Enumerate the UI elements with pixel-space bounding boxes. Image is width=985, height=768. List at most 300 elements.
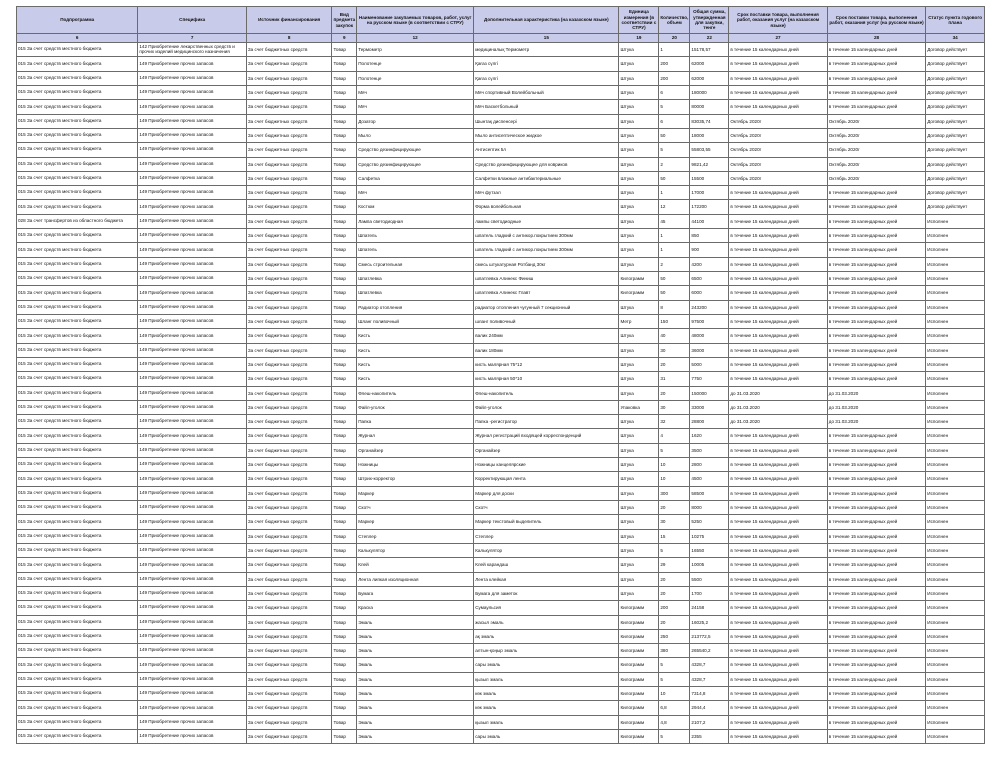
extra-description-cell[interactable]: Шынтақ диспенсері [474, 114, 619, 128]
item-name-cell[interactable]: Степлер [357, 529, 474, 543]
delivery-term-kz-cell[interactable]: в течение 15 календарных дней [729, 200, 827, 214]
unit-cell[interactable]: Килограмм [619, 272, 659, 286]
unit-cell[interactable]: Штука [619, 486, 659, 500]
unit-cell[interactable]: Штука [619, 372, 659, 386]
funding-source-cell[interactable]: За счет бюджетных средств [246, 443, 332, 457]
amount-cell[interactable]: 28800 [690, 415, 729, 429]
specifics-cell[interactable]: 149 Приобретение прочих запасов [138, 601, 247, 615]
amount-cell[interactable]: 62000 [690, 57, 729, 71]
funding-source-cell[interactable]: За счет бюджетных средств [246, 128, 332, 142]
status-cell[interactable]: Исполнен [926, 272, 985, 286]
quantity-cell[interactable]: 10 [659, 472, 690, 486]
specifics-cell[interactable]: 149 Приобретение прочих запасов [138, 243, 247, 257]
extra-description-cell[interactable]: Корректирующая лента [474, 472, 619, 486]
specifics-cell[interactable]: 149 Приобретение прочих запасов [138, 85, 247, 99]
status-cell[interactable]: Исполнен [926, 472, 985, 486]
procurement-type-cell[interactable]: Товар [332, 300, 357, 314]
amount-cell[interactable]: 900 [690, 243, 729, 257]
funding-source-cell[interactable]: За счет бюджетных средств [246, 314, 332, 328]
subprogram-cell[interactable]: 015 За счет средств местного бюджета [17, 486, 138, 500]
unit-cell[interactable]: Килограмм [619, 687, 659, 701]
specifics-cell[interactable]: 149 Приобретение прочих запасов [138, 558, 247, 572]
delivery-term-kz-cell[interactable]: Октябрь 2020г [729, 171, 827, 185]
unit-cell[interactable]: Килограмм [619, 730, 659, 744]
delivery-term-ru-cell[interactable]: в течение 15 календарных дней [827, 701, 925, 715]
extra-description-cell[interactable]: Мяч Баскетбольный [474, 100, 619, 114]
specifics-cell[interactable]: 149 Приобретение прочих запасов [138, 71, 247, 85]
delivery-term-ru-cell[interactable]: Октябрь 2020г [827, 128, 925, 142]
delivery-term-ru-cell[interactable]: в течение 15 календарных дней [827, 458, 925, 472]
unit-cell[interactable]: Штука [619, 572, 659, 586]
extra-description-cell[interactable]: Бумага для заметок [474, 586, 619, 600]
extra-description-cell[interactable]: шпатлевка Алинекс Финиш [474, 272, 619, 286]
unit-cell[interactable]: Штука [619, 243, 659, 257]
extra-description-cell[interactable]: Мяч футзал [474, 186, 619, 200]
procurement-type-cell[interactable]: Товар [332, 415, 357, 429]
amount-cell[interactable]: 2944,4 [690, 701, 729, 715]
status-cell[interactable]: Исполнен [926, 629, 985, 643]
funding-source-cell[interactable]: За счет бюджетных средств [246, 43, 332, 57]
delivery-term-kz-cell[interactable]: в течение 15 календарных дней [729, 701, 827, 715]
delivery-term-ru-cell[interactable]: в течение 15 календарных дней [827, 572, 925, 586]
delivery-term-ru-cell[interactable]: в течение 15 календарных дней [827, 329, 925, 343]
delivery-term-ru-cell[interactable]: в течение 15 календарных дней [827, 529, 925, 543]
item-name-cell[interactable]: Калькулятор [357, 543, 474, 557]
specifics-cell[interactable]: 149 Приобретение прочих запасов [138, 529, 247, 543]
procurement-type-cell[interactable]: Товар [332, 171, 357, 185]
unit-cell[interactable]: Килограмм [619, 644, 659, 658]
unit-cell[interactable]: Штука [619, 558, 659, 572]
funding-source-cell[interactable]: За счет бюджетных средств [246, 143, 332, 157]
subprogram-cell[interactable]: 015 За счет средств местного бюджета [17, 100, 138, 114]
unit-cell[interactable]: Штука [619, 229, 659, 243]
unit-cell[interactable]: Килограмм [619, 615, 659, 629]
procurement-type-cell[interactable]: Товар [332, 286, 357, 300]
funding-source-cell[interactable]: За счет бюджетных средств [246, 415, 332, 429]
status-cell[interactable]: Исполнен [926, 314, 985, 328]
delivery-term-ru-cell[interactable]: в течение 15 календарных дней [827, 272, 925, 286]
header-quantity[interactable]: Количество, объем [659, 7, 690, 34]
delivery-term-ru-cell[interactable]: в течение 15 календарных дней [827, 543, 925, 557]
funding-source-cell[interactable]: За счет бюджетных средств [246, 300, 332, 314]
delivery-term-kz-cell[interactable]: в течение 15 календарных дней [729, 615, 827, 629]
delivery-term-ru-cell[interactable]: в течение 15 календарных дней [827, 558, 925, 572]
delivery-term-ru-cell[interactable]: в течение 15 календарных дней [827, 629, 925, 643]
funding-source-cell[interactable]: За счет бюджетных средств [246, 186, 332, 200]
status-cell[interactable]: Исполнен [926, 615, 985, 629]
extra-description-cell[interactable]: Маркер для доски [474, 486, 619, 500]
quantity-cell[interactable]: 4,8 [659, 715, 690, 729]
specifics-cell[interactable]: 149 Приобретение прочих запасов [138, 472, 247, 486]
quantity-cell[interactable]: 2 [659, 157, 690, 171]
quantity-cell[interactable]: 10 [659, 458, 690, 472]
extra-description-cell[interactable]: Папка -регистратор [474, 415, 619, 429]
funding-source-cell[interactable]: За счет бюджетных средств [246, 529, 332, 543]
header-specifics[interactable]: Специфика [138, 7, 247, 34]
subprogram-cell[interactable]: 015 За счет средств местного бюджета [17, 715, 138, 729]
specifics-cell[interactable]: 149 Приобретение прочих запасов [138, 730, 247, 744]
funding-source-cell[interactable]: За счет бюджетных средств [246, 501, 332, 515]
status-cell[interactable]: Исполнен [926, 558, 985, 572]
subprogram-cell[interactable]: 015 За счет средств местного бюджета [17, 415, 138, 429]
item-name-cell[interactable]: Файл-уголок [357, 400, 474, 414]
amount-cell[interactable]: 4500 [690, 472, 729, 486]
unit-cell[interactable]: Штука [619, 71, 659, 85]
delivery-term-ru-cell[interactable]: в течение 15 календарных дней [827, 314, 925, 328]
specifics-cell[interactable]: 149 Приобретение прочих запасов [138, 272, 247, 286]
funding-source-cell[interactable]: За счет бюджетных средств [246, 715, 332, 729]
extra-description-cell[interactable]: Лента клейкая [474, 572, 619, 586]
quantity-cell[interactable]: 4 [659, 429, 690, 443]
specifics-cell[interactable]: 149 Приобретение прочих запасов [138, 572, 247, 586]
quantity-cell[interactable]: 5 [659, 658, 690, 672]
delivery-term-ru-cell[interactable]: в течение 15 календарных дней [827, 43, 925, 57]
status-cell[interactable]: Исполнен [926, 601, 985, 615]
delivery-term-kz-cell[interactable]: Октябрь 2020г [729, 114, 827, 128]
amount-cell[interactable]: 150000 [690, 386, 729, 400]
amount-cell[interactable]: 7750 [690, 372, 729, 386]
unit-cell[interactable]: Штука [619, 257, 659, 271]
item-name-cell[interactable]: Термометр [357, 43, 474, 57]
status-cell[interactable]: Исполнен [926, 300, 985, 314]
amount-cell[interactable]: 15500 [690, 171, 729, 185]
delivery-term-ru-cell[interactable]: в течение 15 календарных дней [827, 486, 925, 500]
header-unit[interactable]: Единица измерения (в соответствии с СТРУ) [619, 7, 659, 34]
amount-cell[interactable]: 16550 [690, 543, 729, 557]
item-name-cell[interactable]: Мыло [357, 128, 474, 142]
delivery-term-kz-cell[interactable]: в течение 15 календарных дней [729, 458, 827, 472]
specifics-cell[interactable]: 149 Приобретение прочих запасов [138, 458, 247, 472]
delivery-term-kz-cell[interactable]: в течение 15 календарных дней [729, 85, 827, 99]
status-cell[interactable]: Исполнен [926, 586, 985, 600]
delivery-term-ru-cell[interactable]: в течение 15 календарных дней [827, 515, 925, 529]
status-cell[interactable]: Договор действует [926, 71, 985, 85]
item-name-cell[interactable]: Скотч [357, 501, 474, 515]
procurement-type-cell[interactable]: Товар [332, 586, 357, 600]
amount-cell[interactable]: 6500 [690, 272, 729, 286]
procurement-type-cell[interactable]: Товар [332, 572, 357, 586]
amount-cell[interactable]: 44100 [690, 214, 729, 228]
delivery-term-ru-cell[interactable]: в течение 15 календарных дней [827, 286, 925, 300]
amount-cell[interactable]: 5500 [690, 572, 729, 586]
procurement-type-cell[interactable]: Товар [332, 57, 357, 71]
item-name-cell[interactable]: Смесь строительная [357, 257, 474, 271]
specifics-cell[interactable]: 149 Приобретение прочих запасов [138, 615, 247, 629]
extra-description-cell[interactable]: Скотч [474, 501, 619, 515]
funding-source-cell[interactable]: За счет бюджетных средств [246, 171, 332, 185]
delivery-term-ru-cell[interactable]: до 31.03.2020 [827, 415, 925, 429]
amount-cell[interactable]: 4200 [690, 257, 729, 271]
funding-source-cell[interactable]: За счет бюджетных средств [246, 372, 332, 386]
unit-cell[interactable]: Штука [619, 300, 659, 314]
delivery-term-kz-cell[interactable]: в течение 15 календарных дней [729, 472, 827, 486]
extra-description-cell[interactable]: лампы светодиодные [474, 214, 619, 228]
specifics-cell[interactable]: 149 Приобретение прочих запасов [138, 157, 247, 171]
delivery-term-kz-cell[interactable]: в течение 15 календарных дней [729, 629, 827, 643]
amount-cell[interactable]: 24158 [690, 601, 729, 615]
delivery-term-ru-cell[interactable]: в течение 15 календарных дней [827, 186, 925, 200]
amount-cell[interactable]: 10005 [690, 558, 729, 572]
quantity-cell[interactable]: 1 [659, 186, 690, 200]
funding-source-cell[interactable]: За счет бюджетных средств [246, 458, 332, 472]
status-cell[interactable]: Исполнен [926, 572, 985, 586]
subprogram-cell[interactable]: 015 За счет средств местного бюджета [17, 114, 138, 128]
delivery-term-ru-cell[interactable]: в течение 15 календарных дней [827, 443, 925, 457]
extra-description-cell[interactable]: Маркер текстовый выделитель [474, 515, 619, 529]
quantity-cell[interactable]: 2 [659, 257, 690, 271]
procurement-type-cell[interactable]: Товар [332, 200, 357, 214]
subprogram-cell[interactable]: 015 За счет средств местного бюджета [17, 586, 138, 600]
unit-cell[interactable]: Штука [619, 443, 659, 457]
specifics-cell[interactable]: 149 Приобретение прочих запасов [138, 128, 247, 142]
status-cell[interactable]: Исполнен [926, 543, 985, 557]
amount-cell[interactable]: 5000 [690, 357, 729, 371]
procurement-type-cell[interactable]: Товар [332, 515, 357, 529]
amount-cell[interactable]: 18000 [690, 128, 729, 142]
item-name-cell[interactable]: Эмаль [357, 687, 474, 701]
procurement-type-cell[interactable]: Товар [332, 443, 357, 457]
item-name-cell[interactable]: Клей [357, 558, 474, 572]
amount-cell[interactable]: 33000 [690, 400, 729, 414]
specifics-cell[interactable]: 149 Приобретение прочих запасов [138, 415, 247, 429]
funding-source-cell[interactable]: За счет бюджетных средств [246, 357, 332, 371]
specifics-cell[interactable]: 149 Приобретение прочих запасов [138, 229, 247, 243]
unit-cell[interactable]: Штука [619, 543, 659, 557]
extra-description-cell[interactable]: Форма волейбольная [474, 200, 619, 214]
unit-cell[interactable]: Штука [619, 128, 659, 142]
quantity-cell[interactable]: 150 [659, 314, 690, 328]
delivery-term-kz-cell[interactable]: в течение 15 календарных дней [729, 687, 827, 701]
unit-cell[interactable]: Штука [619, 415, 659, 429]
amount-cell[interactable]: 2355 [690, 730, 729, 744]
amount-cell[interactable]: 17000 [690, 186, 729, 200]
item-name-cell[interactable]: Журнал [357, 429, 474, 443]
delivery-term-kz-cell[interactable]: в течение 15 календарных дней [729, 43, 827, 57]
subprogram-cell[interactable]: 015 За счет средств местного бюджета [17, 558, 138, 572]
status-cell[interactable]: Исполнен [926, 486, 985, 500]
delivery-term-kz-cell[interactable]: в течение 15 календарных дней [729, 286, 827, 300]
subprogram-cell[interactable]: 015 За счет средств местного бюджета [17, 644, 138, 658]
funding-source-cell[interactable]: За счет бюджетных средств [246, 257, 332, 271]
quantity-cell[interactable]: 40 [659, 329, 690, 343]
specifics-cell[interactable]: 149 Приобретение прочих запасов [138, 658, 247, 672]
specifics-cell[interactable]: 149 Приобретение прочих запасов [138, 400, 247, 414]
item-name-cell[interactable]: Кисть [357, 357, 474, 371]
status-cell[interactable]: Исполнен [926, 386, 985, 400]
funding-source-cell[interactable]: За счет бюджетных средств [246, 286, 332, 300]
item-name-cell[interactable]: Шпатель [357, 243, 474, 257]
specifics-cell[interactable]: 149 Приобретение прочих запасов [138, 329, 247, 343]
delivery-term-ru-cell[interactable]: в течение 15 календарных дней [827, 429, 925, 443]
procurement-type-cell[interactable]: Товар [332, 343, 357, 357]
funding-source-cell[interactable]: За счет бюджетных средств [246, 486, 332, 500]
item-name-cell[interactable]: Эмаль [357, 715, 474, 729]
quantity-cell[interactable]: 250 [659, 629, 690, 643]
status-cell[interactable]: Договор действует [926, 43, 985, 57]
funding-source-cell[interactable]: За счет бюджетных средств [246, 57, 332, 71]
unit-cell[interactable]: Килограмм [619, 672, 659, 686]
funding-source-cell[interactable]: За счет бюджетных средств [246, 71, 332, 85]
status-cell[interactable]: Исполнен [926, 672, 985, 686]
status-cell[interactable]: Договор действует [926, 143, 985, 157]
funding-source-cell[interactable]: За счет бюджетных средств [246, 586, 332, 600]
funding-source-cell[interactable]: За счет бюджетных средств [246, 100, 332, 114]
amount-cell[interactable]: 48000 [690, 329, 729, 343]
status-cell[interactable]: Договор действует [926, 114, 985, 128]
procurement-type-cell[interactable]: Товар [332, 543, 357, 557]
amount-cell[interactable]: 62000 [690, 71, 729, 85]
funding-source-cell[interactable]: За счет бюджетных средств [246, 157, 332, 171]
delivery-term-kz-cell[interactable]: до 31.03.2020 [729, 415, 827, 429]
item-name-cell[interactable]: Бумага [357, 586, 474, 600]
funding-source-cell[interactable]: За счет бюджетных средств [246, 429, 332, 443]
specifics-cell[interactable]: 149 Приобретение прочих запасов [138, 543, 247, 557]
item-name-cell[interactable]: Мяч [357, 100, 474, 114]
subprogram-cell[interactable]: 015 За счет средств местного бюджета [17, 615, 138, 629]
extra-description-cell[interactable]: Файл-уголок [474, 400, 619, 414]
quantity-cell[interactable]: 380 [659, 644, 690, 658]
quantity-cell[interactable]: 6,8 [659, 701, 690, 715]
delivery-term-kz-cell[interactable]: в течение 15 календарных дней [729, 186, 827, 200]
amount-cell[interactable]: 10275 [690, 529, 729, 543]
unit-cell[interactable]: Упаковка [619, 400, 659, 414]
specifics-cell[interactable]: 149 Приобретение прочих запасов [138, 386, 247, 400]
amount-cell[interactable]: 1620 [690, 429, 729, 443]
delivery-term-ru-cell[interactable]: в течение 15 календарных дней [827, 644, 925, 658]
delivery-term-ru-cell[interactable]: в течение 15 календарных дней [827, 372, 925, 386]
quantity-cell[interactable]: 30 [659, 400, 690, 414]
item-name-cell[interactable]: Шланг поливочный [357, 314, 474, 328]
delivery-term-kz-cell[interactable]: в течение 15 календарных дней [729, 243, 827, 257]
item-name-cell[interactable]: Лампа светодиодная [357, 214, 474, 228]
delivery-term-ru-cell[interactable]: в течение 15 календарных дней [827, 85, 925, 99]
amount-cell[interactable]: 243200 [690, 300, 729, 314]
amount-cell[interactable]: 172200 [690, 200, 729, 214]
procurement-type-cell[interactable]: Товар [332, 229, 357, 243]
quantity-cell[interactable]: 31 [659, 372, 690, 386]
subprogram-cell[interactable]: 015 За счет средств местного бюджета [17, 128, 138, 142]
header-funding-source[interactable]: Источник финансирования [246, 7, 332, 34]
item-name-cell[interactable]: Краска [357, 601, 474, 615]
specifics-cell[interactable]: 149 Приобретение прочих запасов [138, 644, 247, 658]
amount-cell[interactable]: 4328,7 [690, 658, 729, 672]
amount-cell[interactable]: 15178,57 [690, 43, 729, 57]
subprogram-cell[interactable]: 015 За счет средств местного бюджета [17, 314, 138, 328]
subprogram-cell[interactable]: 015 За счет средств местного бюджета [17, 429, 138, 443]
funding-source-cell[interactable]: За счет бюджетных средств [246, 214, 332, 228]
header-total-amount[interactable]: Общая сумма, утвержденная для закупки, тенге [690, 7, 729, 34]
specifics-cell[interactable]: 149 Приобретение прочих запасов [138, 300, 247, 314]
status-cell[interactable]: Исполнен [926, 644, 985, 658]
subprogram-cell[interactable]: 015 За счет средств местного бюджета [17, 658, 138, 672]
specifics-cell[interactable]: 149 Приобретение прочих запасов [138, 286, 247, 300]
procurement-type-cell[interactable]: Товар [332, 529, 357, 543]
extra-description-cell[interactable]: сары эмаль [474, 730, 619, 744]
amount-cell[interactable]: 180000 [690, 85, 729, 99]
specifics-cell[interactable]: 149 Приобретение прочих запасов [138, 715, 247, 729]
unit-cell[interactable]: Килограмм [619, 658, 659, 672]
item-name-cell[interactable]: Шпатлевка [357, 272, 474, 286]
extra-description-cell[interactable]: шпатель гладкий с антикор.покрытием 300мм [474, 243, 619, 257]
subprogram-cell[interactable]: 015 За счет средств местного бюджета [17, 400, 138, 414]
subprogram-cell[interactable]: 015 За счет средств местного бюджета [17, 443, 138, 457]
unit-cell[interactable]: Штука [619, 214, 659, 228]
quantity-cell[interactable]: 20 [659, 501, 690, 515]
extra-description-cell[interactable]: валик 240мм [474, 329, 619, 343]
quantity-cell[interactable]: 6 [659, 114, 690, 128]
funding-source-cell[interactable]: За счет бюджетных средств [246, 658, 332, 672]
extra-description-cell[interactable]: қызыл эмаль [474, 672, 619, 686]
unit-cell[interactable]: Штука [619, 143, 659, 157]
amount-cell[interactable]: 1700 [690, 586, 729, 600]
subprogram-cell[interactable]: 015 За счет средств местного бюджета [17, 687, 138, 701]
amount-cell[interactable]: 55803,55 [690, 143, 729, 157]
subprogram-cell[interactable]: 015 За счет средств местного бюджета [17, 543, 138, 557]
unit-cell[interactable]: Килограмм [619, 701, 659, 715]
quantity-cell[interactable]: 5 [659, 143, 690, 157]
quantity-cell[interactable]: 5 [659, 730, 690, 744]
procurement-type-cell[interactable]: Товар [332, 601, 357, 615]
quantity-cell[interactable]: 1 [659, 229, 690, 243]
quantity-cell[interactable]: 30 [659, 515, 690, 529]
unit-cell[interactable]: Штука [619, 43, 659, 57]
specifics-cell[interactable]: 149 Приобретение прочих запасов [138, 629, 247, 643]
amount-cell[interactable]: 36000 [690, 343, 729, 357]
status-cell[interactable]: Договор действует [926, 57, 985, 71]
subprogram-cell[interactable]: 015 За счет средств местного бюджета [17, 629, 138, 643]
header-item-name-ru[interactable]: Наименование закупаемых товаров, работ, услуг на русском языке (в соответствии с СТРУ) [357, 7, 474, 34]
delivery-term-kz-cell[interactable]: в течение 15 календарных дней [729, 372, 827, 386]
extra-description-cell[interactable]: шпатель гладкий с антикор.покрытием 300мм [474, 229, 619, 243]
funding-source-cell[interactable]: За счет бюджетных средств [246, 85, 332, 99]
quantity-cell[interactable]: 50 [659, 272, 690, 286]
item-name-cell[interactable]: Салфетка [357, 171, 474, 185]
amount-cell[interactable]: 850 [690, 229, 729, 243]
quantity-cell[interactable]: 20 [659, 386, 690, 400]
extra-description-cell[interactable]: Журнал регистраций входящей корреспонденций [474, 429, 619, 443]
delivery-term-ru-cell[interactable]: в течение 15 календарных дней [827, 501, 925, 515]
status-cell[interactable]: Договор действует [926, 157, 985, 171]
amount-cell[interactable]: 97500 [690, 314, 729, 328]
subprogram-cell[interactable]: 015 За счет средств местного бюджета [17, 601, 138, 615]
extra-description-cell[interactable]: Средство дезинфицирующее для ковриков [474, 157, 619, 171]
unit-cell[interactable]: Штука [619, 100, 659, 114]
funding-source-cell[interactable]: За счет бюджетных средств [246, 730, 332, 744]
delivery-term-ru-cell[interactable]: в течение 15 календарных дней [827, 357, 925, 371]
unit-cell[interactable]: Штука [619, 57, 659, 71]
item-name-cell[interactable]: Флеш-накопитель [357, 386, 474, 400]
delivery-term-ru-cell[interactable]: в течение 15 календарных дней [827, 57, 925, 71]
procurement-type-cell[interactable]: Товар [332, 386, 357, 400]
item-name-cell[interactable]: Радиатор отопления [357, 300, 474, 314]
extra-description-cell[interactable]: радиатор отопления чугунный 7 секционный [474, 300, 619, 314]
procurement-type-cell[interactable]: Товар [332, 314, 357, 328]
item-name-cell[interactable]: Кисть [357, 372, 474, 386]
funding-source-cell[interactable]: За счет бюджетных средств [246, 687, 332, 701]
extra-description-cell[interactable]: қызыл эмаль [474, 715, 619, 729]
procurement-type-cell[interactable]: Товар [332, 100, 357, 114]
status-cell[interactable]: Исполнен [926, 343, 985, 357]
subprogram-cell[interactable]: 015 За счет средств местного бюджета [17, 343, 138, 357]
quantity-cell[interactable]: 5 [659, 443, 690, 457]
unit-cell[interactable]: Штука [619, 329, 659, 343]
extra-description-cell[interactable]: валик 180мм [474, 343, 619, 357]
extra-description-cell[interactable]: Қағаз сүлгі [474, 71, 619, 85]
extra-description-cell[interactable]: көк эмаль [474, 687, 619, 701]
quantity-cell[interactable]: 5 [659, 543, 690, 557]
status-cell[interactable]: Договор действует [926, 128, 985, 142]
item-name-cell[interactable]: Костюм [357, 200, 474, 214]
